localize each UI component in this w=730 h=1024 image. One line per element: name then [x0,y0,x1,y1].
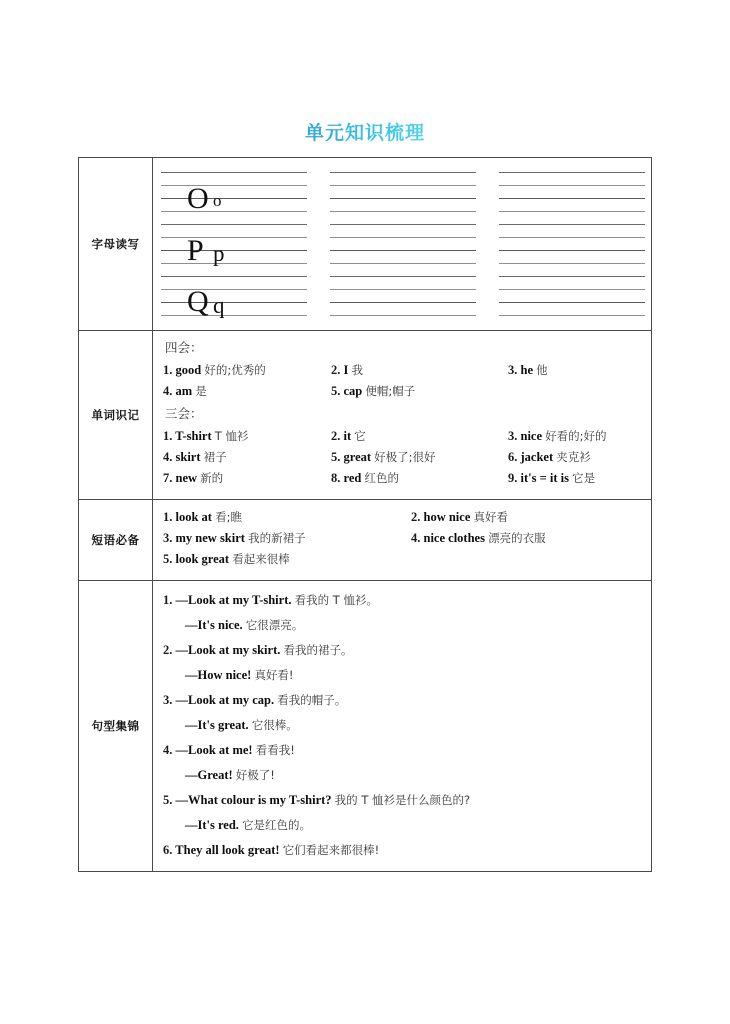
table-row-sentences [79,581,651,871]
handwriting-guide-line [330,276,476,277]
handwriting-guide-line [499,237,645,238]
handwriting-block-blank-1-1 [330,170,476,214]
item-english: T-shirt [175,429,215,443]
item-chinese: 好看的;好的 [545,429,607,443]
item-english: great [343,450,375,464]
item-number: 5. [331,450,344,464]
item-english: jacket [520,450,557,464]
handwriting-guide-line [330,302,476,303]
row-label-phrases: 短语必备 [79,500,153,580]
item-number: 4. [163,450,176,464]
sentence-english: —Look at my T-shirt. [175,593,295,607]
letter-pair-o [187,170,287,214]
handwriting-block-p [161,222,307,266]
handwriting-guide-line [499,172,645,173]
letter-uppercase-o: O [187,182,209,215]
sentence-number: 4. [163,743,176,757]
handwriting-guide-line [330,315,476,316]
item-english: skirt [175,450,204,464]
item-number: 2. [331,363,344,377]
item-chinese: 好极了;很好 [374,450,436,464]
letter-pair-p [187,222,287,266]
sentence-english: —Look at my skirt. [175,643,284,657]
sentence-number: 3. [163,693,176,707]
handwriting-block-blank-2-3 [499,274,645,318]
item-number: 1. [163,429,176,443]
handwriting-guide-line [330,263,476,264]
sentence-line [163,838,643,863]
handwriting-guide-line [330,198,476,199]
sentence-line [163,663,643,688]
item-chinese: 我 [351,363,363,377]
row-label-words: 单词识记 [79,331,153,499]
handwriting-block-blank-2-1 [499,170,645,214]
item-english: new [175,471,201,485]
item-number: 9. [508,471,521,485]
vocab-item [331,381,508,402]
sentence-english: They all look great! [175,843,283,857]
row-label-sentences: 句型集锦 [79,581,153,871]
handwriting-guide-line [499,302,645,303]
sentence-chinese: 看我的 T 恤衫。 [294,593,378,607]
vocab-item [163,528,411,549]
vocab-item [163,360,331,381]
sentence-english: —It's nice. [185,618,246,632]
item-chinese: 夹克衫 [556,450,591,464]
handwriting-guide-line [330,211,476,212]
vocab-item [163,426,331,447]
item-number: 1. [163,363,176,377]
sentence-chinese: 我的 T 恤衫是什么颜色的? [334,793,471,807]
item-chinese: 它 [354,429,366,443]
row-label-letters: 字母读写 [79,158,153,330]
item-number: 3. [508,363,521,377]
item-number: 2. [331,429,344,443]
item-english: am [175,384,196,398]
sentence-chinese: 它很漂亮。 [245,618,304,632]
letter-lowercase-q: q [213,293,225,318]
item-chinese: 看起来很棒 [232,552,290,566]
sentence-line [163,738,643,763]
handwriting-guide-line [330,250,476,251]
handwriting-column-practice-2[interactable] [499,170,645,318]
table-row-phrases [79,500,651,581]
item-english: cap [343,384,366,398]
vocab-item [163,447,331,468]
vocab-item [331,468,508,489]
handwriting-block-blank-2-2 [499,222,645,266]
item-number: 6. [508,450,521,464]
handwriting-guide-line [499,198,645,199]
handwriting-guide-line [330,185,476,186]
item-english: good [175,363,205,377]
sentence-line [163,613,643,638]
letter-uppercase-q: Q [187,285,209,318]
sentence-english: —Look at my cap. [175,693,278,707]
sentence-number: 6. [163,843,176,857]
item-english: red [343,471,365,485]
vocab-item [508,426,643,447]
vocab-item [163,549,411,570]
vocab-item [163,468,331,489]
sentence-line [163,788,643,813]
vocab-item [163,507,411,528]
item-chinese: 新的 [200,471,224,485]
vocab-item [331,426,508,447]
item-chinese: 看;瞧 [215,510,242,524]
item-number: 1. [163,510,176,524]
sentence-chinese: 好极了! [235,768,275,782]
item-number: 5. [331,384,344,398]
item-number: 3. [163,531,176,545]
letter-uppercase-p: P [187,234,204,267]
item-number: 4. [411,531,424,545]
vocab-item [508,360,643,381]
vocab-item [163,381,331,402]
sentence-english: —What colour is my T-shirt? [175,793,335,807]
item-number: 5. [163,552,176,566]
words-section-grid [163,360,643,402]
item-chinese: 他 [536,363,548,377]
handwriting-grid [161,170,645,318]
table-row-words [79,331,651,500]
item-chinese: 便帽;帽子 [365,384,416,398]
handwriting-block-blank-1-2 [330,222,476,266]
sentence-line [163,638,643,663]
words-section-heading: 三会： [165,407,203,421]
phrases-grid [163,507,643,570]
sentence-number: 5. [163,793,176,807]
item-english: my new skirt [175,531,249,545]
item-chinese: T 恤衫 [214,429,249,443]
item-english: I [343,363,352,377]
sentence-chinese: 看我的裙子。 [283,643,353,657]
item-number: 4. [163,384,176,398]
sentence-line [163,713,643,738]
sentence-number: 1. [163,593,176,607]
page-title-container [0,118,730,145]
sentence-chinese: 看我的帽子。 [277,693,347,707]
sentence-english: —It's great. [185,718,252,732]
item-chinese: 红色的 [364,471,399,485]
letters-content [153,158,651,330]
sentence-line [163,588,643,613]
sentence-english: —It's red. [185,818,243,832]
item-chinese: 是 [195,384,207,398]
sentence-english: —How nice! [185,668,255,682]
handwriting-column-model [161,170,307,318]
handwriting-column-practice-1[interactable] [330,170,476,318]
words-section-heading: 四会： [165,341,203,355]
phrases-content [153,500,651,580]
sentence-number: 2. [163,643,176,657]
item-english: it [343,429,355,443]
item-number: 7. [163,471,176,485]
item-english: how nice [423,510,474,524]
handwriting-block-o [161,170,307,214]
handwriting-guide-line [499,276,645,277]
item-number: 2. [411,510,424,524]
handwriting-guide-line [499,211,645,212]
sentence-line [163,688,643,713]
item-english: it's = it is [520,471,573,485]
handwriting-block-blank-1-3 [330,274,476,318]
item-chinese: 我的新裙子 [248,531,306,545]
vocab-item [411,507,643,528]
sentence-english: —Look at me! [175,743,256,757]
letter-pair-q [187,274,287,318]
letter-lowercase-p: p [213,241,225,266]
table-row-letters [79,158,651,331]
page-title: 单元知识梳理 [305,118,425,145]
item-chinese: 真好看 [473,510,508,524]
handwriting-block-q [161,274,307,318]
sentence-chinese: 它们看起来都很棒! [282,843,380,857]
handwriting-guide-line [499,185,645,186]
item-chinese: 它是 [572,471,596,485]
handwriting-guide-line [330,172,476,173]
handwriting-guide-line [499,263,645,264]
item-english: nice [520,429,546,443]
handwriting-guide-line [330,289,476,290]
item-chinese: 裙子 [203,450,227,464]
vocab-item [508,468,643,489]
item-number: 8. [331,471,344,485]
vocab-item [508,447,643,468]
item-chinese: 好的;优秀的 [204,363,266,377]
item-english: nice clothes [423,531,489,545]
sentence-chinese: 看看我! [255,743,295,757]
handwriting-guide-line [330,237,476,238]
sentence-line [163,763,643,788]
vocab-item [411,528,643,549]
handwriting-guide-line [499,289,645,290]
vocab-item [331,447,508,468]
words-content [153,331,651,499]
item-english: he [520,363,537,377]
words-section-grid [163,426,643,489]
handwriting-guide-line [499,315,645,316]
sentence-line [163,813,643,838]
vocab-item [331,360,508,381]
sentence-chinese: 它很棒。 [251,718,298,732]
item-number: 3. [508,429,521,443]
sentences-content [153,581,651,871]
item-english: look at [175,510,216,524]
handwriting-guide-line [330,224,476,225]
sentence-english: —Great! [185,768,236,782]
item-english: look great [175,552,233,566]
item-chinese: 漂亮的衣服 [488,531,546,545]
handwriting-guide-line [499,250,645,251]
knowledge-table [78,157,652,872]
letter-lowercase-o: o [213,191,222,210]
sentence-chinese: 它是红色的。 [242,818,312,832]
sentence-chinese: 真好看! [254,668,294,682]
handwriting-guide-line [499,224,645,225]
